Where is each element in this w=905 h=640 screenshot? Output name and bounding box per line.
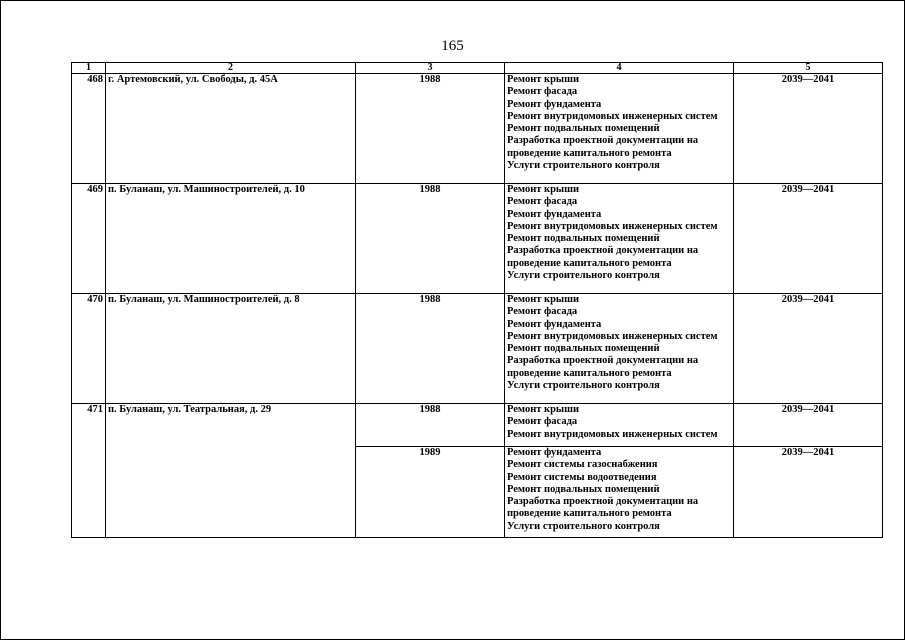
work-item: Ремонт внутридомовых инженерных систем (507, 110, 718, 122)
work-item: проведение капитального ремонта (507, 147, 672, 159)
work-item: Ремонт фундамента (507, 447, 602, 458)
address-cell: п. Буланаш, ул. Машиностроителей, д. 8 (106, 294, 356, 404)
header-row (72, 63, 883, 74)
year-cell: 1988 (356, 74, 505, 184)
work-item: Разработка проектной документации на (507, 245, 699, 257)
column-header-5: 5 (734, 63, 883, 74)
works-cell (505, 447, 734, 538)
work-item: Ремонт подвальных помещений (507, 483, 660, 495)
work-item: Ремонт подвальных помещений (507, 123, 660, 135)
works-cell (505, 294, 734, 404)
row-number: 468 (72, 74, 106, 184)
works-cell (505, 184, 734, 294)
work-item: Ремонт крыши (507, 294, 580, 305)
work-item: Услуги строительного контроля (507, 270, 660, 282)
works-cell (505, 404, 734, 447)
work-item: Ремонт фасада (507, 306, 578, 318)
address-cell: п. Буланаш, ул. Машиностроителей, д. 10 (106, 184, 356, 294)
work-item: Ремонт подвальных помещений (507, 343, 660, 355)
work-item: Ремонт внутридомовых инженерных систем (507, 330, 718, 342)
work-item: Разработка проектной документации на (507, 135, 699, 147)
work-item: Ремонт внутридомовых инженерных систем (507, 428, 718, 440)
repair-schedule-table (71, 62, 883, 538)
work-item: Ремонт внутридомовых инженерных систем (507, 220, 718, 232)
works-cell (505, 74, 734, 184)
work-item: Ремонт крыши (507, 404, 580, 415)
work-item: Разработка проектной документации на (507, 496, 699, 508)
row-number: 469 (72, 184, 106, 294)
column-header-1: 1 (72, 63, 106, 74)
period-cell: 2039—2041 (734, 404, 883, 447)
column-header-2: 2 (106, 63, 356, 74)
work-item: Ремонт фасада (507, 196, 578, 208)
year-cell: 1988 (356, 404, 505, 447)
work-item: проведение капитального ремонта (507, 508, 672, 520)
table-row (72, 184, 883, 294)
work-item: Разработка проектной документации на (507, 355, 699, 367)
work-item: проведение капитального ремонта (507, 367, 672, 379)
table-row (72, 404, 883, 447)
year-cell: 1989 (356, 447, 505, 538)
work-item: Услуги строительного контроля (507, 160, 660, 172)
column-header-4: 4 (505, 63, 734, 74)
work-item: Ремонт фундамента (507, 208, 602, 220)
page-number: 165 (441, 38, 464, 54)
period-cell: 2039—2041 (734, 294, 883, 404)
work-item: Ремонт крыши (507, 74, 580, 85)
work-item: Ремонт подвальных помещений (507, 233, 660, 245)
work-item: Ремонт фасада (507, 86, 578, 98)
work-item: проведение капитального ремонта (507, 257, 672, 269)
row-number: 471 (72, 404, 106, 538)
table-row (72, 294, 883, 404)
work-item: Ремонт системы водоотведения (507, 471, 657, 483)
column-header-3: 3 (356, 63, 505, 74)
year-cell: 1988 (356, 184, 505, 294)
work-item: Услуги строительного контроля (507, 520, 660, 532)
row-number: 470 (72, 294, 106, 404)
period-cell: 2039—2041 (734, 184, 883, 294)
table-row (72, 74, 883, 184)
work-item: Ремонт фундамента (507, 98, 602, 110)
work-item: Ремонт крыши (507, 184, 580, 195)
work-item: Ремонт фасада (507, 416, 578, 428)
work-item: Ремонт фундамента (507, 318, 602, 330)
year-cell: 1988 (356, 294, 505, 404)
address-cell: г. Артемовский, ул. Свободы, д. 45А (106, 74, 356, 184)
period-cell: 2039—2041 (734, 447, 883, 538)
period-cell: 2039—2041 (734, 74, 883, 184)
work-item: Ремонт системы газоснабжения (507, 459, 658, 471)
address-cell: п. Буланаш, ул. Театральная, д. 29 (106, 404, 356, 538)
work-item: Услуги строительного контроля (507, 380, 660, 392)
